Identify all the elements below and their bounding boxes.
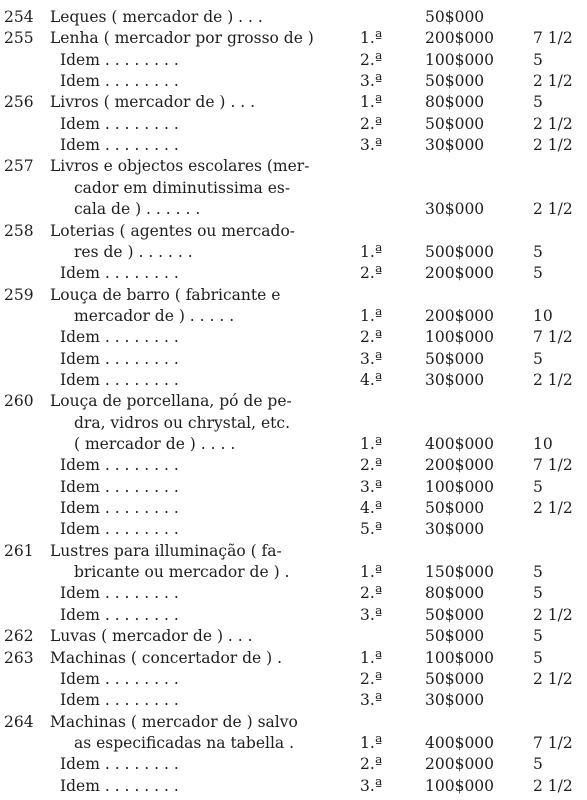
entry-description: Idem . . . . . . . . [60,264,179,283]
tax-value: 150$000 [425,563,495,582]
percentage: 7 1/2 [533,733,573,752]
entry-description: Lenha ( mercador por grosso de ) [50,29,314,48]
entry-description: Lustres para illuminação ( fa- [50,541,282,560]
grade-label: 1.ª [360,435,383,453]
percentage: 2 1/2 [533,370,573,389]
entry-description: Idem . . . . . . . . [60,370,179,389]
tax-value: 50$000 [425,114,485,133]
table-row [0,91,587,113]
tax-value: 100$000 [425,776,495,795]
percentage: 5 [533,563,543,582]
entry-description: Idem . . . . . . . . [60,584,179,603]
grade-label: 3.ª [360,72,383,91]
table-row [0,753,587,775]
table-row [0,732,587,754]
tax-value: 30$000 [425,200,485,219]
grade-label: 1.ª [360,563,383,582]
tax-value: 200$000 [425,29,495,48]
percentage: 10 [533,435,553,453]
grade-label: 3.ª [360,605,383,624]
table-row [0,305,587,327]
percentage: 5 [533,648,543,667]
tax-value: 80$000 [425,584,485,603]
entry-number: 260 [4,392,34,411]
table-row [0,390,587,412]
percentage: 2 1/2 [533,114,573,133]
percentage: 5 [533,50,543,69]
table-row [0,582,587,604]
entry-description: Livros e objectos escolares (mer- [50,157,310,176]
entry-description: Louça de porcellana, pó de pe- [50,392,292,411]
percentage: 7 1/2 [533,456,573,475]
table-row [0,27,587,49]
entry-description: Idem . . . . . . . . [60,499,179,518]
grade-label: 1.ª [360,93,383,112]
table-row [0,433,587,455]
entry-description: as especificadas na tabella . [74,733,295,752]
entry-description: Idem . . . . . . . . [60,691,179,710]
table-row [0,326,587,348]
grade-label: 3.ª [360,477,383,496]
grade-label: 2.ª [360,50,383,69]
table-row [0,454,587,476]
entry-number: 259 [4,285,34,304]
tax-value: 80$000 [425,93,485,112]
entry-description: cala de ) . . . . . . [74,200,201,219]
table-row [0,668,587,690]
entry-number: 256 [4,93,34,112]
table-row [0,518,587,540]
percentage: 2 1/2 [533,200,573,219]
grade-label: 3.ª [360,691,383,710]
table-row [0,689,587,711]
tax-value: 500$000 [425,242,495,261]
entry-description: Idem . . . . . . . . [60,349,179,368]
table-row [0,262,587,284]
entry-description: Luvas ( mercador de ) . . . [50,627,253,646]
tax-value: 30$000 [425,136,485,155]
tax-value: 50$000 [425,8,485,26]
grade-label: 1.ª [360,733,383,752]
entry-description: Idem . . . . . . . . [60,755,179,774]
tax-value: 400$000 [425,435,495,453]
entry-number: 261 [4,541,34,560]
grade-label: 1.ª [360,648,383,667]
entry-description: Idem . . . . . . . . [60,456,179,475]
grade-label: 1.ª [360,242,383,261]
table-row [0,220,587,242]
entry-description: Idem . . . . . . . . [60,328,179,347]
table-row [0,177,587,199]
entry-description: Idem . . . . . . . . [60,114,179,133]
percentage: 7 1/2 [533,29,573,48]
grade-label: 2.ª [360,584,383,603]
grade-label: 2.ª [360,669,383,688]
grade-label: 2.ª [360,456,383,475]
tax-value: 400$000 [425,733,495,752]
table-row [0,49,587,71]
percentage: 5 [533,584,543,603]
entry-number: 257 [4,157,34,176]
grade-label: 1.ª [360,29,383,48]
percentage: 2 1/2 [533,776,573,795]
entry-description: mercador de ) . . . . . [74,306,235,325]
percentage: 5 [533,242,543,261]
table-row [0,6,587,28]
entry-description: Louça de barro ( fabricante e [50,285,281,304]
grade-label: 1.ª [360,306,383,325]
table-row [0,348,587,370]
entry-description: Idem . . . . . . . . [60,477,179,496]
table-row [0,775,587,797]
table-row [0,70,587,92]
table-row [0,134,587,156]
percentage: 7 1/2 [533,328,573,347]
entry-number: 264 [4,712,34,731]
table-row [0,497,587,519]
entry-description: Idem . . . . . . . . [60,72,179,91]
tax-value: 30$000 [425,370,485,389]
tax-value: 50$000 [425,605,485,624]
entry-description: cador em diminutissima es- [74,178,291,197]
percentage: 10 [533,306,553,325]
tax-value: 100$000 [425,328,495,347]
percentage: 5 [533,264,543,283]
tax-value: 100$000 [425,477,495,496]
table-row [0,476,587,498]
tax-value: 50$000 [425,669,485,688]
grade-label: 3.ª [360,136,383,155]
table-row [0,604,587,626]
grade-label: 2.ª [360,755,383,774]
entry-number: 258 [4,221,34,240]
table-row [0,561,587,583]
grade-label: 4.ª [360,499,383,518]
table-row [0,647,587,669]
table-row [0,711,587,733]
percentage: 5 [533,93,543,112]
percentage: 2 1/2 [533,499,573,518]
entry-description: Leques ( mercador de ) . . . [50,8,263,26]
percentage: 5 [533,627,543,646]
grade-label: 3.ª [360,776,383,795]
grade-label: 3.ª [360,349,383,368]
table-row [0,540,587,562]
table-row [0,198,587,220]
tax-value: 50$000 [425,349,485,368]
entry-description: ( mercador de ) . . . . [74,435,236,453]
entry-description: Idem . . . . . . . . [60,136,179,155]
entry-description: res de ) . . . . . . [74,242,193,261]
entry-description: Idem . . . . . . . . [60,50,179,69]
entry-description: Idem . . . . . . . . [60,605,179,624]
percentage: 5 [533,349,543,368]
grade-label: 2.ª [360,114,383,133]
tax-value: 200$000 [425,264,495,283]
percentage: 2 1/2 [533,136,573,155]
tax-value: 30$000 [425,520,485,539]
entry-description: Machinas ( mercador de ) salvo [50,712,298,731]
table-row [0,155,587,177]
tax-value: 30$000 [425,691,485,710]
grade-label: 2.ª [360,328,383,347]
table-row [0,113,587,135]
entry-description: Machinas ( concertador de ) . [50,648,283,667]
grade-label: 2.ª [360,264,383,283]
entry-description: Loterias ( agentes ou mercado- [50,221,296,240]
entry-number: 255 [4,29,34,48]
percentage: 2 1/2 [533,72,573,91]
grade-label: 5.ª [360,520,383,539]
tax-value: 200$000 [425,306,495,325]
tax-value: 200$000 [425,755,495,774]
tax-value: 50$000 [425,627,485,646]
entry-description: bricante ou mercador de ) . [74,563,290,582]
percentage: 5 [533,477,543,496]
percentage: 5 [533,755,543,774]
table-row [0,412,587,434]
entry-number: 254 [4,8,34,26]
table-row [0,625,587,647]
tax-value: 200$000 [425,456,495,475]
table-row [0,369,587,391]
tax-value: 100$000 [425,50,495,69]
entry-description: Idem . . . . . . . . [60,776,179,795]
entry-number: 263 [4,648,34,667]
tax-value: 50$000 [425,499,485,518]
table-row [0,284,587,306]
tax-value: 50$000 [425,72,485,91]
grade-label: 4.ª [360,370,383,389]
table-row [0,241,587,263]
entry-description: Idem . . . . . . . . [60,669,179,688]
entry-description: dra, vidros ou chrystal, etc. [74,413,291,432]
percentage: 2 1/2 [533,669,573,688]
entry-description: Idem . . . . . . . . [60,520,179,539]
percentage: 2 1/2 [533,605,573,624]
tax-value: 100$000 [425,648,495,667]
entry-number: 262 [4,627,34,646]
entry-description: Livros ( mercador de ) . . . [50,93,256,112]
